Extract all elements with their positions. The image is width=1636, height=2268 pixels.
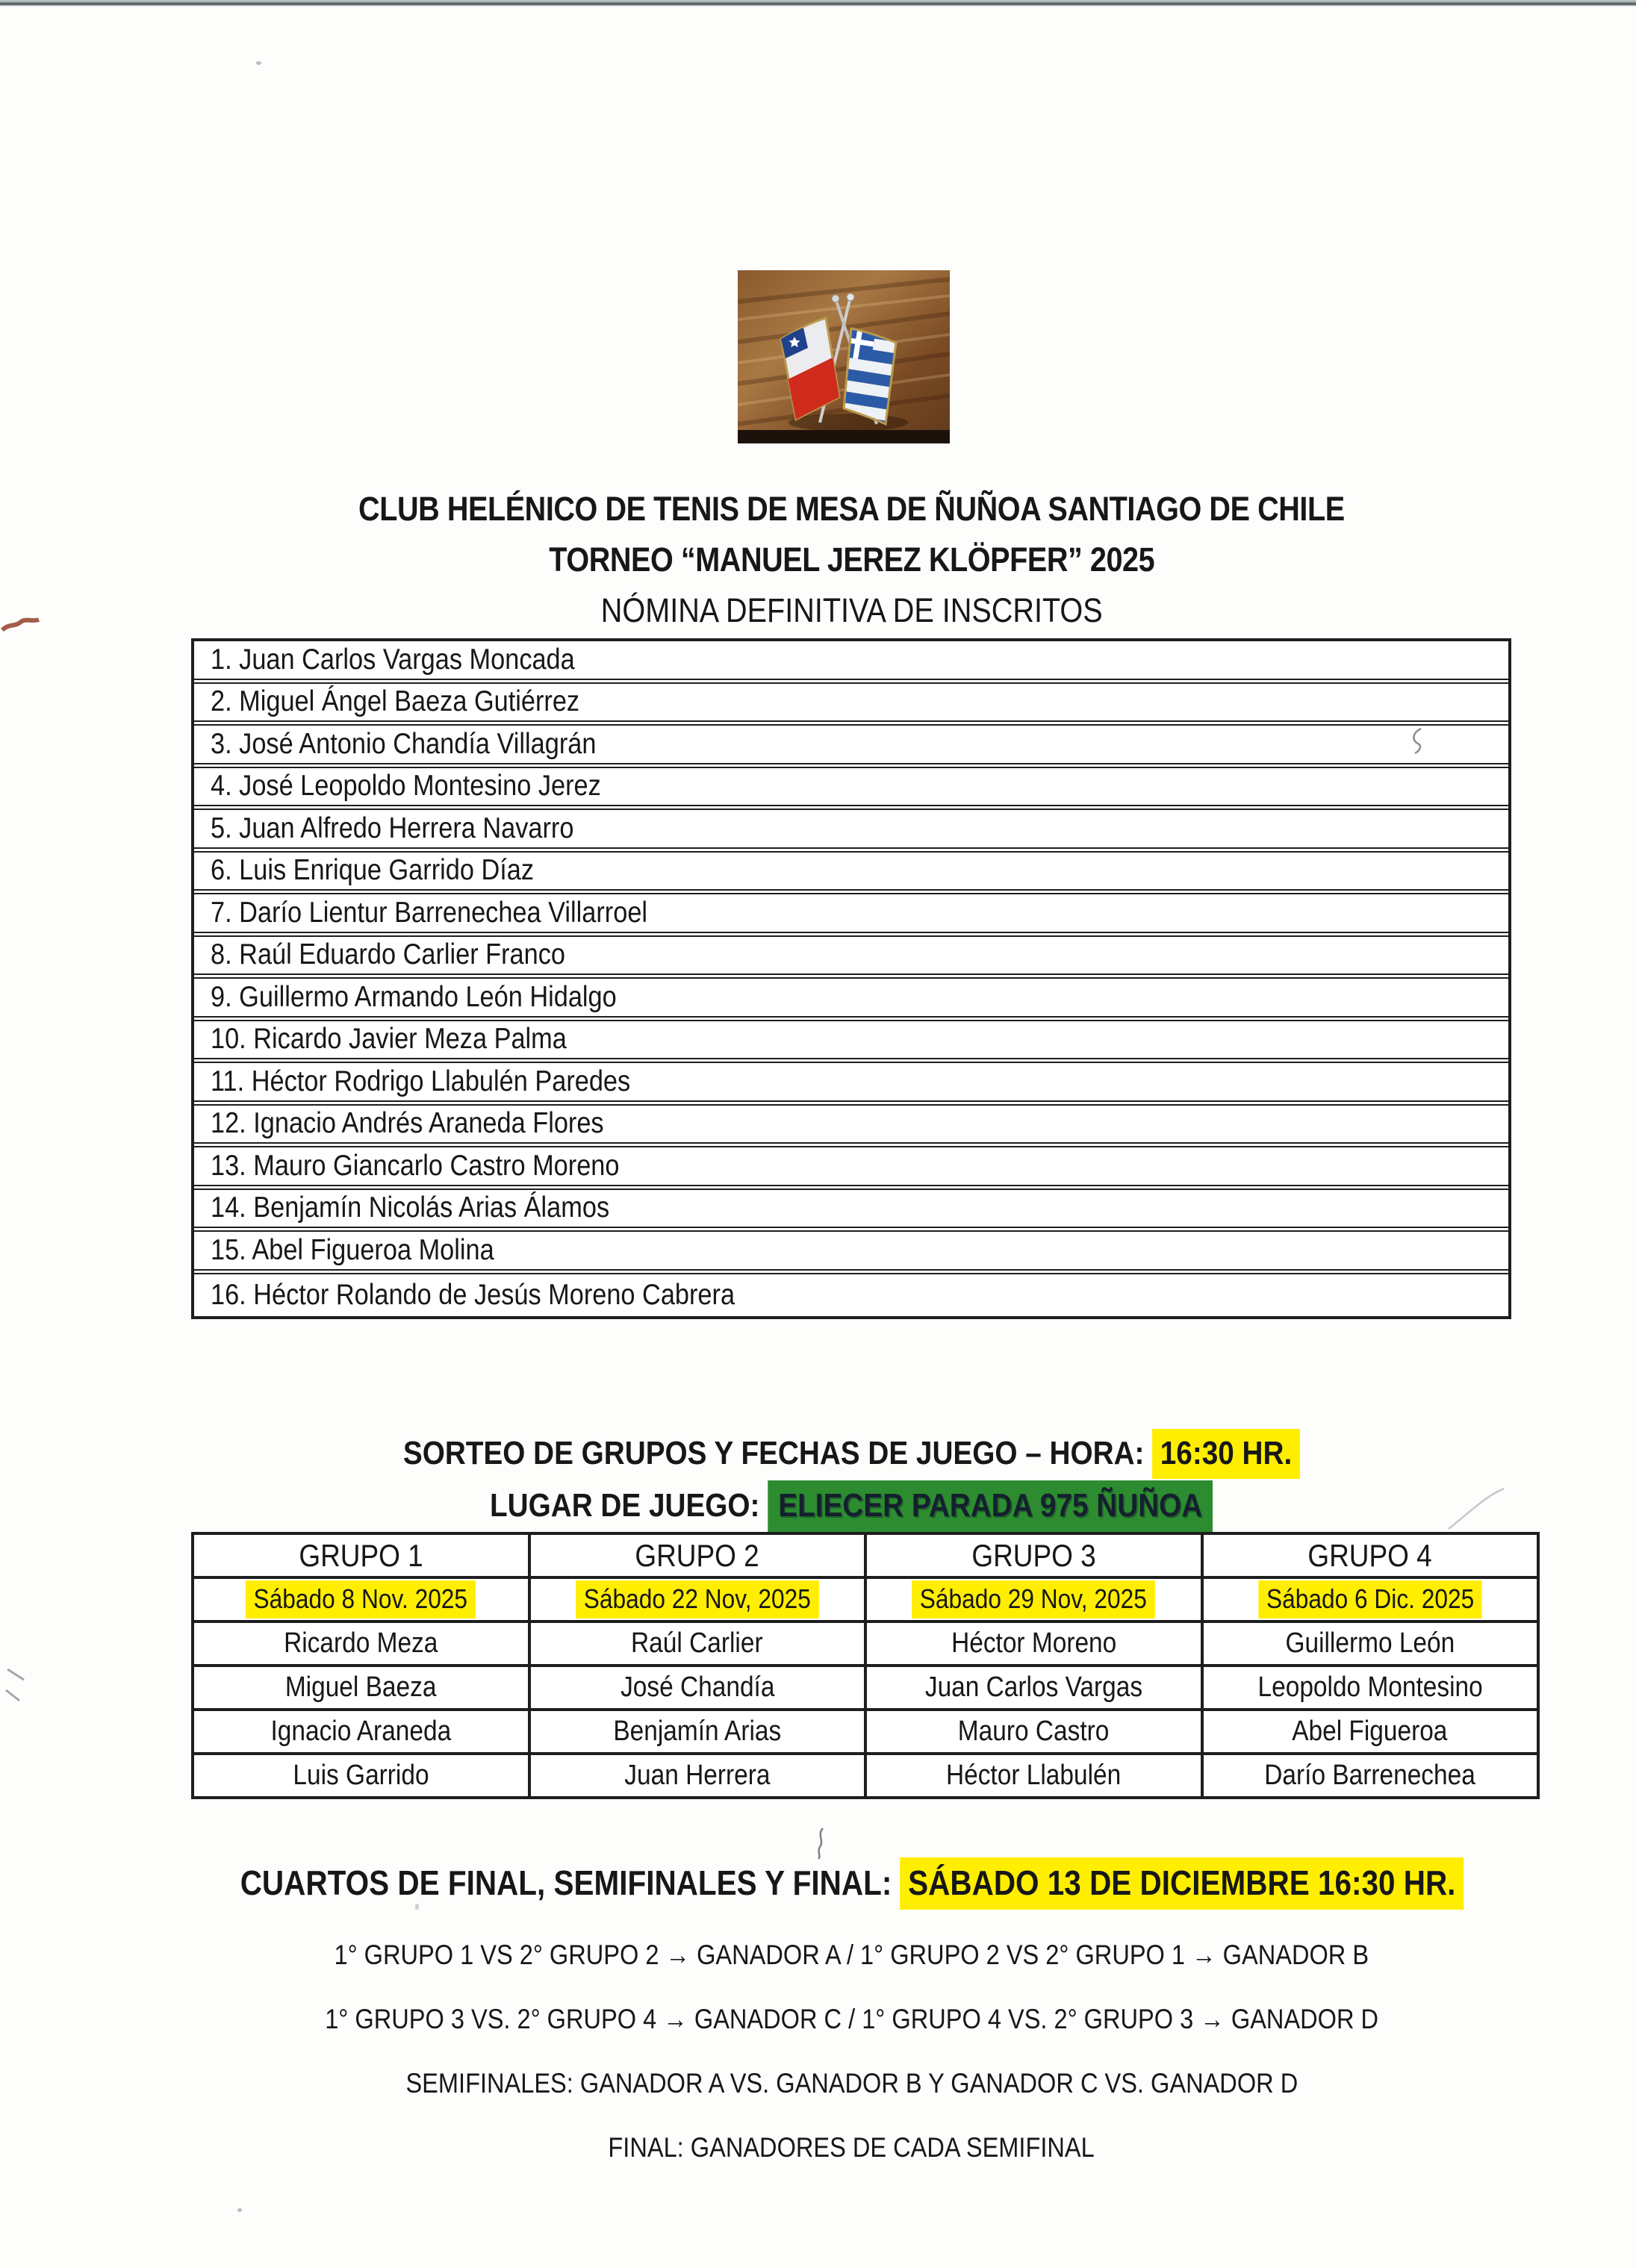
sorteo-heading-text: SORTEO DE GRUPOS Y FECHAS DE JUEGO – HORA: [403, 1435, 1153, 1471]
chile-greece-crossed-flags-image [738, 270, 950, 443]
roster-name: 6. Luis Enrique Garrido Díaz [211, 854, 535, 887]
roster-row [194, 684, 1508, 726]
roster-name: 11. Héctor Rodrigo Llabulén Paredes [211, 1065, 631, 1097]
page-title: CLUB HELÉNICO DE TENIS DE MESA DE ÑUÑOA SANTIAGO DE CHILE [358, 490, 1345, 528]
group-player: Héctor Moreno [865, 1621, 1202, 1666]
roster-row [194, 1274, 1508, 1317]
group-player: Ricardo Meza [193, 1621, 529, 1666]
group-player: Mauro Castro [865, 1710, 1202, 1754]
scan-artifact-squiggle [811, 1826, 830, 1860]
finals-date-highlight: SÁBADO 13 DE DICIEMBRE 16:30 HR. [900, 1857, 1463, 1910]
group-player: Héctor Llabulén [865, 1754, 1202, 1798]
roster-table [191, 638, 1511, 1319]
roster-name: 14. Benjamín Nicolás Arias Álamos [211, 1191, 610, 1224]
roster-row [194, 937, 1508, 979]
groups-player-row [193, 1710, 1538, 1754]
group-player: Abel Figueroa [1202, 1710, 1539, 1754]
group-date: Sábado 22 Nov, 2025 [529, 1577, 866, 1621]
group-date: Sábado 8 Nov. 2025 [193, 1577, 529, 1621]
group-header: GRUPO 3 [865, 1533, 1202, 1577]
group-header: GRUPO 2 [529, 1533, 866, 1577]
sorteo-time-highlight: 16:30 HR. [1152, 1429, 1300, 1479]
groups-header-row [193, 1533, 1538, 1577]
roster-name: 2. Miguel Ángel Baeza Gutiérrez [211, 685, 580, 718]
roster-row [194, 1147, 1508, 1190]
scanner-edge-shadow [0, 0, 1636, 7]
roster-name: 9. Guillermo Armando León Hidalgo [211, 980, 617, 1013]
tournament-title: TORNEO “MANUEL JEREZ KLÖPFER” 2025 [549, 540, 1154, 579]
venue-heading [67, 1487, 1636, 1525]
group-header: GRUPO 1 [193, 1533, 529, 1577]
final-line: FINAL: GANADORES DE CADA SEMIFINAL [608, 2132, 1095, 2163]
roster-name: 16. Héctor Rolando de Jesús Moreno Cabrera [211, 1278, 735, 1311]
group-player: Raúl Carlier [529, 1621, 866, 1666]
group-player: Darío Barrenechea [1202, 1754, 1539, 1798]
group-player: José Chandía [529, 1666, 866, 1710]
roster-name: 13. Mauro Giancarlo Castro Moreno [211, 1149, 620, 1182]
semifinals-line: SEMIFINALES: GANADOR A VS. GANADOR B Y GANADOR C VS. GANADOR D [405, 2068, 1298, 2099]
scan-artifact-speck [415, 1904, 419, 1910]
roster-name: 4. José Leopoldo Montesino Jerez [211, 770, 601, 803]
groups-player-row [193, 1754, 1538, 1798]
group-player: Ignacio Araneda [193, 1710, 529, 1754]
roster-row [194, 1063, 1508, 1106]
roster-row [194, 1021, 1508, 1064]
group-player: Miguel Baeza [193, 1666, 529, 1710]
flags-photo [738, 270, 950, 443]
group-player: Juan Herrera [529, 1754, 866, 1798]
group-player: Guillermo León [1202, 1621, 1539, 1666]
roster-row [194, 979, 1508, 1021]
roster-row [194, 641, 1508, 684]
roster-name: 10. Ricardo Javier Meza Palma [211, 1023, 567, 1056]
roster-subtitle: NÓMINA DEFINITIVA DE INSCRITOS [600, 591, 1103, 629]
roster-row [194, 1232, 1508, 1274]
scan-artifact-dot [237, 2208, 242, 2212]
group-player: Leopoldo Montesino [1202, 1666, 1539, 1710]
roster-name: 3. José Antonio Chandía Villagrán [211, 727, 597, 760]
scan-artifact-slash [3, 1665, 36, 1704]
finals-heading-text: CUARTOS DE FINAL, SEMIFINALES Y FINAL: [240, 1863, 901, 1902]
venue-address-highlight: ELIECER PARADA 975 ÑUÑOA [768, 1480, 1213, 1532]
group-player: Juan Carlos Vargas [865, 1666, 1202, 1710]
bracket-line-1: 1° GRUPO 1 VS 2° GRUPO 2 → GANADOR A / 1° GRUPO 2 VS 2° GRUPO 1 → GANADOR B [334, 1940, 1369, 1970]
finals-heading [67, 1863, 1636, 1903]
scan-artifact-red-mark [0, 612, 42, 641]
groups-player-row [193, 1666, 1538, 1710]
groups-table [191, 1532, 1540, 1799]
group-date: Sábado 29 Nov, 2025 [865, 1577, 1202, 1621]
roster-name: 5. Juan Alfredo Herrera Navarro [211, 811, 574, 844]
groups-player-row [193, 1621, 1538, 1666]
bracket-line-2: 1° GRUPO 3 VS. 2° GRUPO 4 → GANADOR C / 1° GRUPO 4 VS. 2° GRUPO 3 → GANADOR D [325, 2004, 1378, 2034]
group-player: Luis Garrido [193, 1754, 529, 1798]
roster-row [194, 894, 1508, 937]
scan-artifact-speck [256, 61, 261, 65]
groups-date-row [193, 1577, 1538, 1621]
venue-heading-text: LUGAR DE JUEGO: [490, 1487, 768, 1524]
roster-name: 12. Ignacio Andrés Araneda Flores [211, 1107, 604, 1140]
roster-row [194, 810, 1508, 853]
sorteo-heading [67, 1435, 1636, 1473]
roster-row [194, 1190, 1508, 1233]
roster-row [194, 726, 1508, 768]
roster-name: 1. Juan Carlos Vargas Moncada [211, 643, 575, 676]
group-player: Benjamín Arias [529, 1710, 866, 1754]
group-date: Sábado 6 Dic. 2025 [1202, 1577, 1539, 1621]
roster-name: 8. Raúl Eduardo Carlier Franco [211, 938, 565, 971]
group-header: GRUPO 4 [1202, 1533, 1539, 1577]
roster-row [194, 768, 1508, 811]
roster-name: 15. Abel Figueroa Molina [211, 1233, 494, 1266]
roster-row [194, 1106, 1508, 1148]
roster-name: 7. Darío Lientur Barrenechea Villarroel [211, 896, 648, 929]
roster-row [194, 853, 1508, 895]
